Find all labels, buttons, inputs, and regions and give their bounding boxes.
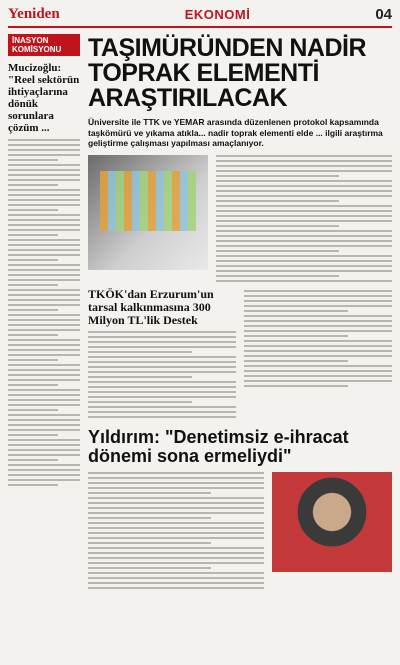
- secondary-row: [88, 282, 392, 419]
- masthead: [8, 6, 392, 28]
- interview-text: [88, 472, 264, 589]
- interview-row: [88, 472, 392, 589]
- main-story-row: [88, 155, 392, 282]
- sub-headline: TKÖK'dan Erzurum'un tarsal kalkınmasına 300 Milyon TL'lik Destek: [88, 286, 214, 328]
- section-label: EKONOMİ: [184, 7, 251, 22]
- secondary-story-2: [244, 282, 392, 419]
- page-number: 04: [375, 6, 392, 23]
- speaker-portrait: [272, 472, 392, 572]
- main-column: [88, 34, 392, 589]
- secondary-story: [88, 282, 236, 419]
- sidebar-title: Mucizoğlu: "Reel sektörün ihtiyaçlarına dönük sorunlara çözüm ...: [8, 62, 80, 135]
- periodic-table-photo: [88, 155, 208, 270]
- sidebar-box-head: İNASYON KOMİSYONU: [8, 34, 80, 56]
- main-deck: Üniversite ile TTK ve YEMAR arasında düzenlenen protokol kapsamında taşkömürü ve yıkama atıkla... nadir toprak elementi elde ... ilgili araştırma geliştirme çalışması yapılması amaçlanıyor.: [88, 117, 383, 149]
- newspaper-logo: Yeniden: [8, 6, 60, 22]
- interview-headline: Yıldırım: "Denetimsiz e-ihracat dönemi sona ermeliydi": [88, 427, 349, 467]
- main-story-text: [216, 155, 392, 282]
- sidebar-column: [8, 34, 80, 486]
- sidebar-body-text: [8, 139, 80, 486]
- main-headline: TAŞIMÜRÜNDEN NADİR TOPRAK ELEMENTİ ARAŞTIRILACAK: [88, 34, 367, 112]
